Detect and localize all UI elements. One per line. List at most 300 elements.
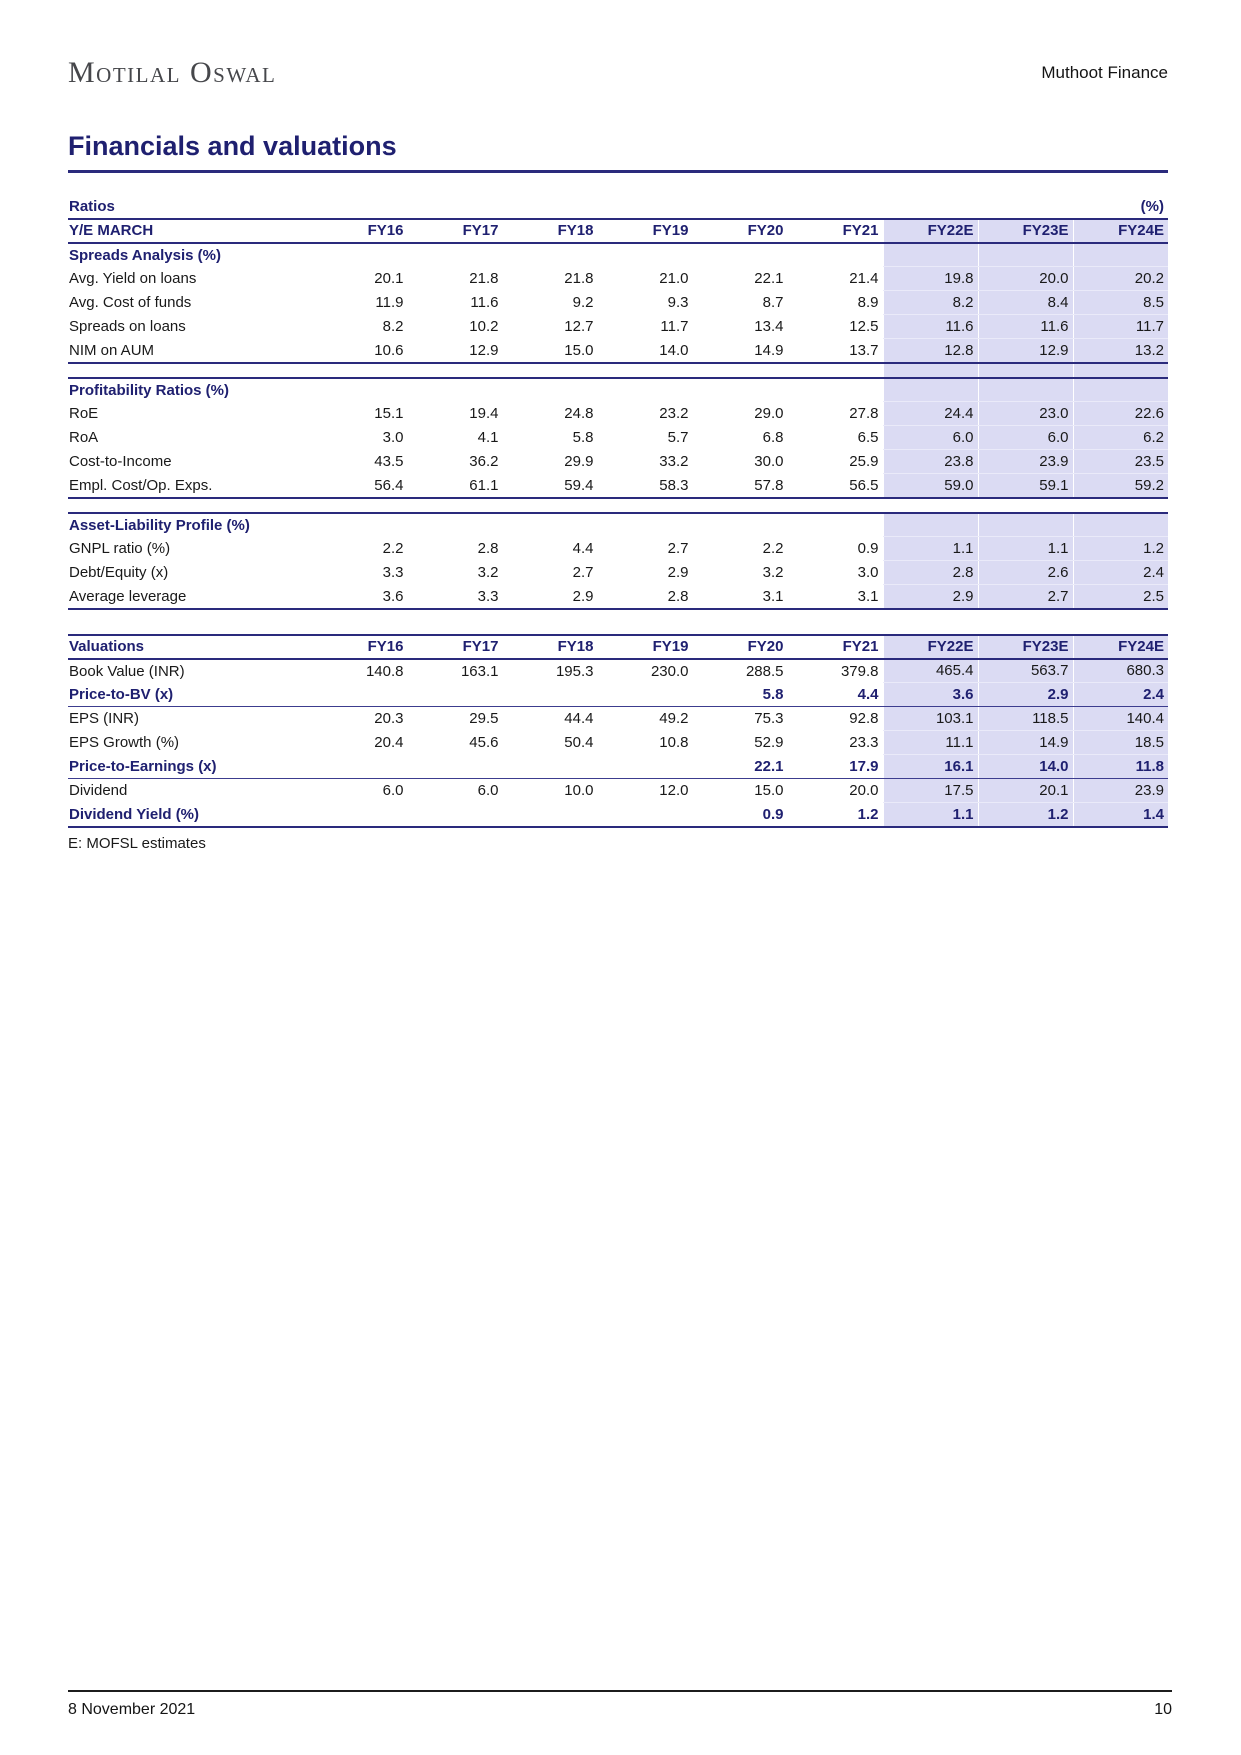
row-label: NIM on AUM — [68, 339, 313, 363]
value-cell: 59.0 — [883, 474, 978, 498]
value-cell: 23.9 — [1073, 779, 1168, 803]
data-row — [68, 803, 1168, 827]
value-cell: 3.3 — [408, 585, 503, 609]
value-cell — [598, 195, 693, 219]
value-cell: 6.0 — [978, 426, 1073, 450]
row-label: EPS Growth (%) — [69, 734, 180, 752]
value-cell: FY21 — [788, 635, 883, 659]
value-cell: 23.8 — [883, 450, 978, 474]
value-cell: 3.6 — [313, 585, 408, 609]
section-header-row — [68, 513, 1168, 537]
value-cell: 5.8 — [693, 683, 788, 707]
page-footer — [68, 1690, 1172, 1719]
value-cell: 11.7 — [1073, 315, 1168, 339]
value-cell: FY19 — [598, 635, 693, 659]
value-cell: 3.0 — [788, 561, 883, 585]
value-cell: 2.8 — [598, 585, 693, 609]
value-cell — [693, 513, 788, 537]
value-cell: 23.9 — [978, 450, 1073, 474]
value-cell — [693, 378, 788, 402]
value-cell: 1.2 — [1073, 537, 1168, 561]
value-cell — [978, 363, 1073, 378]
value-cell: 2.7 — [503, 561, 598, 585]
value-cell: 8.4 — [978, 291, 1073, 315]
value-cell — [978, 498, 1073, 513]
row-label: GNPL ratio (%) — [69, 540, 171, 558]
value-cell — [598, 243, 693, 267]
value-cell: FY23E — [978, 635, 1073, 659]
value-cell: 29.5 — [408, 707, 503, 731]
value-cell — [788, 498, 883, 513]
value-cell: 14.9 — [693, 339, 788, 363]
value-cell: 12.7 — [503, 315, 598, 339]
row-label: Cost-to-Income — [69, 453, 172, 471]
value-cell — [503, 513, 598, 537]
value-cell: 11.7 — [598, 315, 693, 339]
value-cell: 0.9 — [693, 803, 788, 827]
value-cell — [1073, 609, 1168, 635]
value-cell: FY24E — [1073, 635, 1168, 659]
data-row — [68, 659, 1168, 683]
value-cell: 3.0 — [313, 426, 408, 450]
value-cell — [598, 609, 693, 635]
value-cell: FY23E — [978, 219, 1073, 243]
value-cell: FY20 — [693, 635, 788, 659]
row-label: Debt/Equity (x) — [69, 564, 169, 582]
brand-logo: Motilal Oswal — [68, 56, 277, 89]
value-cell — [598, 378, 693, 402]
value-cell: 49.2 — [598, 707, 693, 731]
value-cell: 59.4 — [503, 474, 598, 498]
value-cell — [313, 378, 408, 402]
value-cell — [598, 755, 693, 779]
value-cell — [503, 363, 598, 378]
value-cell — [503, 683, 598, 707]
company-name: Muthoot Finance — [1041, 63, 1168, 82]
value-cell: 11.6 — [978, 315, 1073, 339]
value-cell: 10.2 — [408, 315, 503, 339]
value-cell: 75.3 — [693, 707, 788, 731]
value-cell: 2.9 — [503, 585, 598, 609]
value-cell: 2.6 — [978, 561, 1073, 585]
value-cell — [313, 243, 408, 267]
value-cell — [598, 803, 693, 827]
valuations-header-row — [68, 635, 1168, 659]
value-cell — [693, 498, 788, 513]
value-cell — [693, 609, 788, 635]
row-label: Empl. Cost/Op. Exps. — [68, 474, 313, 498]
spacer-row — [68, 498, 1168, 513]
footer-date: 8 November 2021 — [68, 1701, 196, 1718]
data-row — [68, 779, 1168, 803]
value-cell: 2.7 — [978, 585, 1073, 609]
value-cell: 23.0 — [978, 402, 1073, 426]
value-cell: 4.4 — [503, 537, 598, 561]
value-cell: 19.8 — [883, 267, 978, 291]
value-cell: 8.2 — [313, 315, 408, 339]
spacer-row — [68, 363, 1168, 378]
value-cell: 44.4 — [503, 707, 598, 731]
value-cell: 3.2 — [693, 561, 788, 585]
value-cell: 19.4 — [408, 402, 503, 426]
value-cell: FY21 — [788, 219, 883, 243]
value-cell: 29.9 — [503, 450, 598, 474]
value-cell: 8.2 — [883, 291, 978, 315]
value-cell — [788, 378, 883, 402]
column-header: Y/E MARCH — [68, 219, 313, 243]
value-cell — [693, 243, 788, 267]
value-cell: 8.7 — [693, 291, 788, 315]
value-cell: 1.2 — [978, 803, 1073, 827]
value-cell — [788, 609, 883, 635]
value-cell — [788, 513, 883, 537]
data-row — [68, 731, 1168, 755]
value-cell: FY17 — [408, 219, 503, 243]
value-cell: 10.8 — [598, 731, 693, 755]
ratios-title-row — [68, 195, 1168, 219]
value-cell: 2.9 — [598, 561, 693, 585]
value-cell: 33.2 — [598, 450, 693, 474]
data-row — [68, 315, 1168, 339]
value-cell — [978, 243, 1073, 267]
section-header: Profitability Ratios (%) — [69, 381, 230, 399]
value-cell: 8.9 — [788, 291, 883, 315]
value-cell: 14.0 — [598, 339, 693, 363]
value-cell: 29.0 — [693, 402, 788, 426]
row-label: Spreads on loans — [69, 318, 186, 336]
data-row — [68, 561, 1168, 585]
valuations-title: Valuations — [68, 635, 313, 659]
value-cell: 20.1 — [978, 779, 1073, 803]
value-cell: 21.8 — [503, 267, 598, 291]
value-cell: 20.2 — [1073, 267, 1168, 291]
value-cell: 379.8 — [788, 659, 883, 683]
section-header: Asset-Liability Profile (%) — [69, 516, 250, 534]
value-cell: 30.0 — [693, 450, 788, 474]
value-cell: 11.6 — [408, 291, 503, 315]
row-label: Price-to-BV (x) — [68, 683, 313, 707]
value-cell: 13.2 — [1073, 339, 1168, 363]
value-cell: 2.4 — [1073, 683, 1168, 707]
value-cell: 22.6 — [1073, 402, 1168, 426]
row-label — [68, 498, 313, 513]
value-cell — [503, 755, 598, 779]
value-cell: 56.4 — [313, 474, 408, 498]
value-cell: 195.3 — [503, 659, 598, 683]
value-cell: 20.0 — [978, 267, 1073, 291]
value-cell: 58.3 — [598, 474, 693, 498]
value-cell — [313, 195, 408, 219]
value-cell: 6.0 — [883, 426, 978, 450]
value-cell: 23.5 — [1073, 450, 1168, 474]
value-cell: 22.1 — [693, 755, 788, 779]
value-cell: 1.4 — [1073, 803, 1168, 827]
value-cell: 23.3 — [788, 731, 883, 755]
value-cell — [883, 363, 978, 378]
title-underline — [68, 170, 1168, 173]
row-label: RoE — [69, 405, 99, 423]
value-cell: 17.9 — [788, 755, 883, 779]
data-row — [68, 339, 1168, 363]
data-row — [68, 402, 1168, 426]
value-cell: 36.2 — [408, 450, 503, 474]
value-cell: 14.9 — [978, 731, 1073, 755]
page-content — [68, 0, 1168, 852]
section-header-row — [68, 243, 1168, 267]
value-cell: 2.9 — [883, 585, 978, 609]
value-cell: 3.1 — [693, 585, 788, 609]
value-cell: 1.1 — [883, 803, 978, 827]
value-cell — [313, 609, 408, 635]
value-cell: 3.2 — [408, 561, 503, 585]
value-cell: 20.3 — [313, 707, 408, 731]
value-cell: 21.4 — [788, 267, 883, 291]
value-cell — [978, 378, 1073, 402]
value-cell: 1.1 — [883, 537, 978, 561]
value-cell — [313, 803, 408, 827]
value-cell — [408, 195, 503, 219]
value-cell: 11.8 — [1073, 755, 1168, 779]
row-label: Avg. Cost of funds — [69, 294, 192, 312]
data-row — [68, 291, 1168, 315]
value-cell: 16.1 — [883, 755, 978, 779]
value-cell: 13.4 — [693, 315, 788, 339]
value-cell: FY20 — [693, 219, 788, 243]
value-cell — [408, 609, 503, 635]
year-header-row — [68, 219, 1168, 243]
value-cell — [883, 498, 978, 513]
value-cell: 6.0 — [408, 779, 503, 803]
row-label: Average leverage — [68, 585, 313, 609]
page-title: Financials and valuations — [68, 131, 397, 161]
value-cell: 5.8 — [503, 426, 598, 450]
value-cell — [598, 513, 693, 537]
value-cell — [503, 195, 598, 219]
value-cell: 230.0 — [598, 659, 693, 683]
value-cell — [788, 243, 883, 267]
value-cell: 11.1 — [883, 731, 978, 755]
value-cell — [788, 195, 883, 219]
value-cell — [1073, 378, 1168, 402]
value-cell: (%) — [1073, 195, 1168, 219]
value-cell: 2.8 — [408, 537, 503, 561]
value-cell: 118.5 — [978, 707, 1073, 731]
value-cell: 3.6 — [883, 683, 978, 707]
data-row — [68, 474, 1168, 498]
value-cell: 2.9 — [978, 683, 1073, 707]
value-cell — [883, 513, 978, 537]
value-cell: FY22E — [883, 219, 978, 243]
value-cell: FY16 — [313, 635, 408, 659]
value-cell: 15.0 — [693, 779, 788, 803]
value-cell: 2.8 — [883, 561, 978, 585]
value-cell — [1073, 243, 1168, 267]
value-cell: 11.6 — [883, 315, 978, 339]
value-cell — [1073, 513, 1168, 537]
value-cell: 103.1 — [883, 707, 978, 731]
data-row — [68, 683, 1168, 707]
data-row — [68, 267, 1168, 291]
value-cell — [598, 363, 693, 378]
value-cell: FY22E — [883, 635, 978, 659]
value-cell: 2.5 — [1073, 585, 1168, 609]
row-label: Dividend — [69, 782, 128, 800]
value-cell: 8.5 — [1073, 291, 1168, 315]
row-label: EPS (INR) — [69, 710, 140, 728]
value-cell: 12.9 — [978, 339, 1073, 363]
value-cell: FY17 — [408, 635, 503, 659]
value-cell: 21.0 — [598, 267, 693, 291]
value-cell: 25.9 — [788, 450, 883, 474]
value-cell: 61.1 — [408, 474, 503, 498]
row-label: Dividend Yield (%) — [68, 803, 313, 827]
value-cell: 27.8 — [788, 402, 883, 426]
value-cell — [313, 498, 408, 513]
value-cell — [408, 363, 503, 378]
data-row — [68, 450, 1168, 474]
value-cell — [503, 243, 598, 267]
value-cell — [408, 683, 503, 707]
row-label: RoA — [69, 429, 99, 447]
value-cell: 1.1 — [978, 537, 1073, 561]
value-cell: 6.0 — [313, 779, 408, 803]
value-cell — [883, 609, 978, 635]
data-row — [68, 537, 1168, 561]
value-cell — [408, 498, 503, 513]
row-label — [68, 363, 313, 378]
value-cell: FY18 — [503, 635, 598, 659]
value-cell: 24.8 — [503, 402, 598, 426]
row-label: Price-to-Earnings (x) — [68, 755, 313, 779]
value-cell — [883, 378, 978, 402]
value-cell — [313, 755, 408, 779]
value-cell: 17.5 — [883, 779, 978, 803]
value-cell: 12.8 — [883, 339, 978, 363]
value-cell — [788, 363, 883, 378]
value-cell: 3.1 — [788, 585, 883, 609]
value-cell — [978, 513, 1073, 537]
value-cell — [598, 683, 693, 707]
ratios-title: Ratios — [68, 195, 313, 219]
value-cell — [503, 609, 598, 635]
value-cell — [1073, 363, 1168, 378]
value-cell — [408, 803, 503, 827]
value-cell: 9.3 — [598, 291, 693, 315]
value-cell: 24.4 — [883, 402, 978, 426]
row-label: Avg. Yield on loans — [69, 270, 197, 288]
value-cell: 20.1 — [313, 267, 408, 291]
value-cell: 6.8 — [693, 426, 788, 450]
value-cell — [693, 363, 788, 378]
value-cell: 56.5 — [788, 474, 883, 498]
value-cell — [503, 378, 598, 402]
financials-table — [68, 195, 1168, 828]
value-cell: 21.8 — [408, 267, 503, 291]
value-cell — [978, 609, 1073, 635]
value-cell: 10.0 — [503, 779, 598, 803]
value-cell: 10.6 — [313, 339, 408, 363]
value-cell: 43.5 — [313, 450, 408, 474]
value-cell: 2.7 — [598, 537, 693, 561]
value-cell — [408, 378, 503, 402]
value-cell: 50.4 — [503, 731, 598, 755]
value-cell: 163.1 — [408, 659, 503, 683]
value-cell: 14.0 — [978, 755, 1073, 779]
value-cell: 9.2 — [503, 291, 598, 315]
value-cell: 5.7 — [598, 426, 693, 450]
value-cell: 465.4 — [883, 659, 978, 683]
value-cell: 20.0 — [788, 779, 883, 803]
value-cell — [693, 195, 788, 219]
value-cell — [883, 195, 978, 219]
section-header-row — [68, 378, 1168, 402]
value-cell: 12.0 — [598, 779, 693, 803]
value-cell: 45.6 — [408, 731, 503, 755]
footer-page-number: 10 — [1154, 1701, 1172, 1718]
value-cell: 680.3 — [1073, 659, 1168, 683]
value-cell: 1.2 — [788, 803, 883, 827]
value-cell: 12.9 — [408, 339, 503, 363]
value-cell: 13.7 — [788, 339, 883, 363]
page-header — [68, 58, 1168, 88]
value-cell: 15.1 — [313, 402, 408, 426]
value-cell: 52.9 — [693, 731, 788, 755]
value-cell: 3.3 — [313, 561, 408, 585]
value-cell: 140.8 — [313, 659, 408, 683]
value-cell: 18.5 — [1073, 731, 1168, 755]
section-header: Spreads Analysis (%) — [69, 246, 221, 264]
value-cell: 11.9 — [313, 291, 408, 315]
value-cell — [503, 498, 598, 513]
value-cell: 563.7 — [978, 659, 1073, 683]
value-cell: FY24E — [1073, 219, 1168, 243]
value-cell: FY18 — [503, 219, 598, 243]
value-cell: 57.8 — [693, 474, 788, 498]
row-label: Book Value (INR) — [69, 662, 185, 680]
data-row — [68, 707, 1168, 731]
value-cell: 4.4 — [788, 683, 883, 707]
value-cell: 0.9 — [788, 537, 883, 561]
value-cell — [598, 498, 693, 513]
data-row — [68, 585, 1168, 609]
value-cell: 2.2 — [313, 537, 408, 561]
value-cell — [313, 363, 408, 378]
footnote: E: MOFSL estimates — [68, 834, 206, 852]
value-cell: 12.5 — [788, 315, 883, 339]
data-row — [68, 426, 1168, 450]
value-cell — [1073, 498, 1168, 513]
value-cell: FY19 — [598, 219, 693, 243]
value-cell: 140.4 — [1073, 707, 1168, 731]
value-cell: 2.4 — [1073, 561, 1168, 585]
value-cell — [313, 513, 408, 537]
value-cell — [503, 803, 598, 827]
value-cell — [408, 755, 503, 779]
value-cell: 288.5 — [693, 659, 788, 683]
value-cell: 2.2 — [693, 537, 788, 561]
value-cell: 59.1 — [978, 474, 1073, 498]
value-cell: 6.5 — [788, 426, 883, 450]
value-cell — [978, 195, 1073, 219]
value-cell: 23.2 — [598, 402, 693, 426]
value-cell — [408, 513, 503, 537]
value-cell — [883, 243, 978, 267]
value-cell — [408, 243, 503, 267]
value-cell: 4.1 — [408, 426, 503, 450]
value-cell: 22.1 — [693, 267, 788, 291]
value-cell: 6.2 — [1073, 426, 1168, 450]
value-cell: 59.2 — [1073, 474, 1168, 498]
